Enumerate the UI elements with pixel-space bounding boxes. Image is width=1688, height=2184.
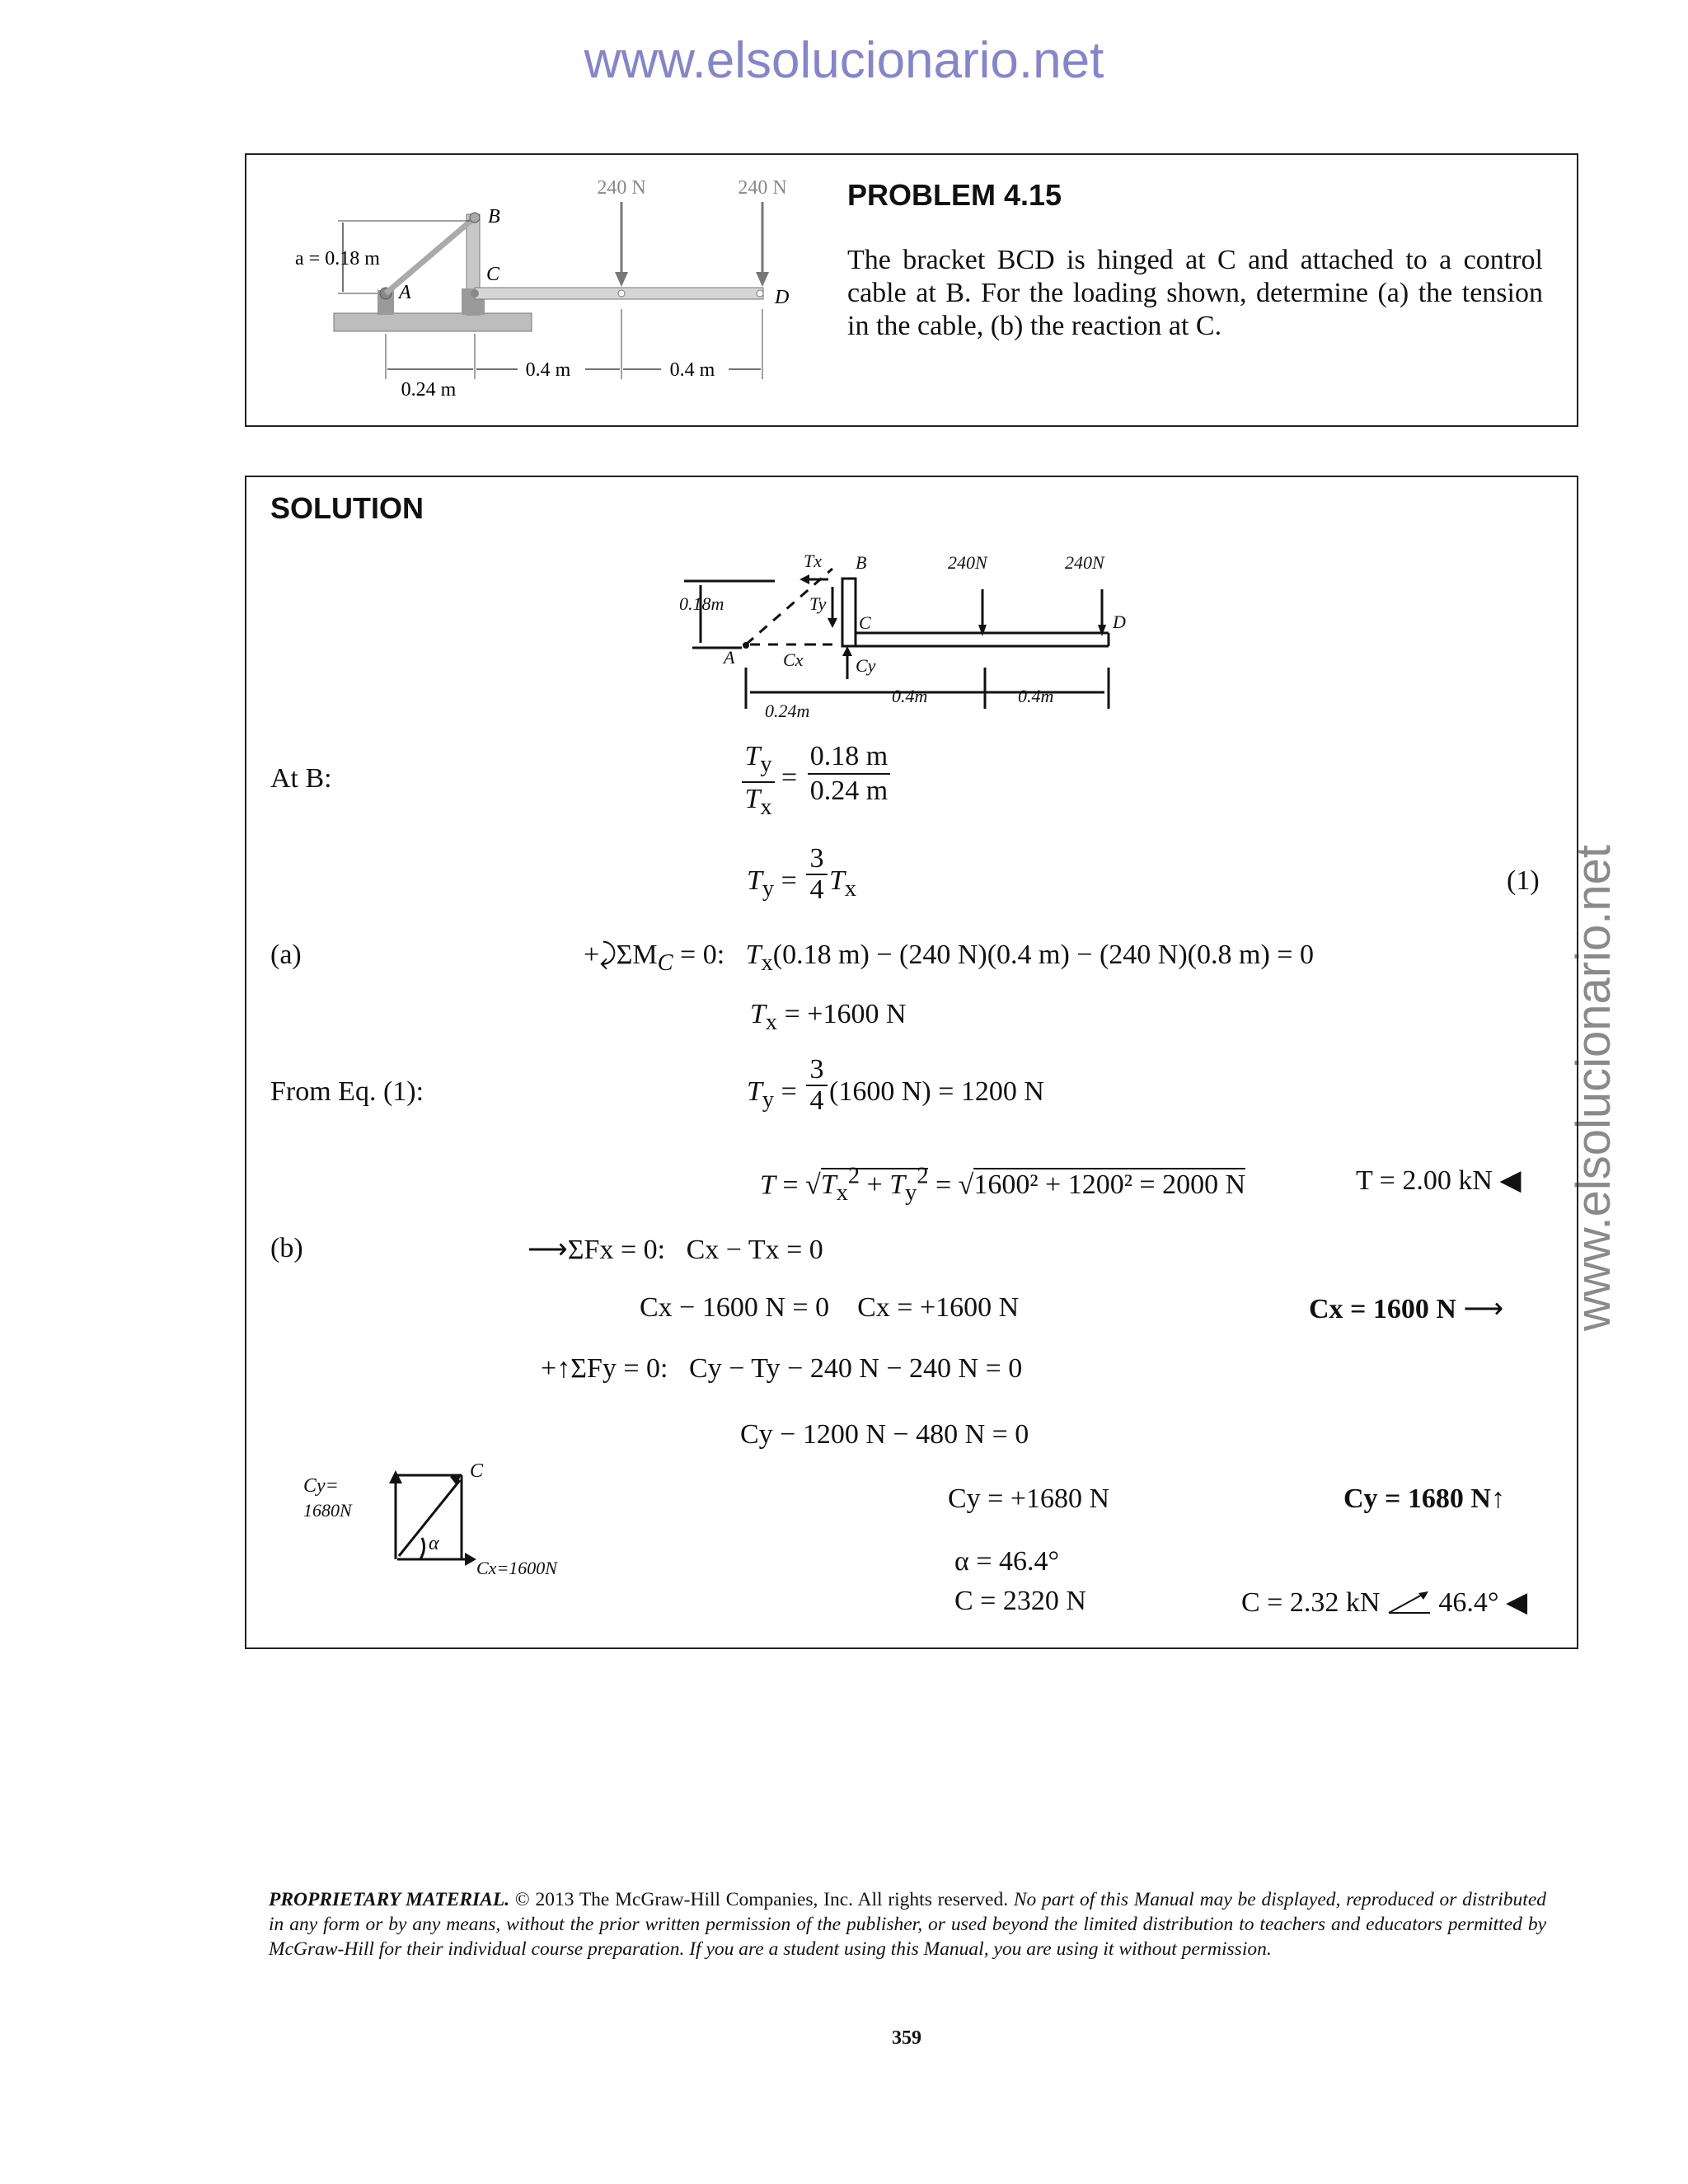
c-value: C = 2320 N — [954, 1586, 1086, 1616]
fig-label-b: B — [488, 206, 500, 227]
fbd-d3: 0.4m — [1018, 686, 1054, 706]
fig-label-d: D — [775, 287, 790, 308]
t-magnitude: $T = √T_x^2 + T_y^2 = √1600^2 + 1200^2 = 2000$ N — [760, 1164, 1246, 1207]
ty-rhs: $T_x$ — [829, 865, 857, 902]
tx-result: $T_x = +1600$ N — [750, 999, 907, 1035]
up-arrow-icon: ↑ — [556, 1353, 571, 1384]
fig-load2: 240 N — [738, 177, 787, 199]
watermark-side: www.elsolucionario.net — [1567, 845, 1620, 1331]
fig-load1: 240 N — [597, 177, 646, 199]
sketch-cx: Cx=1600N — [476, 1558, 557, 1578]
ratio-lhs: $T_y$ $T_x$ — [742, 740, 775, 824]
fbd-cx: Cx — [783, 649, 804, 670]
equation-number: (1) — [1507, 865, 1540, 896]
fig-dim1: 0.24 m — [401, 379, 457, 401]
sketch-cy: Cy= — [303, 1475, 339, 1497]
page-number: 359 — [892, 2027, 921, 2049]
right-arrow-icon: ⟶ — [528, 1235, 568, 1265]
ty-value-lhs: $T_y$ = — [747, 1076, 797, 1113]
fbd-d: D — [1113, 612, 1126, 632]
ccw-arrow-icon: ⤸ — [599, 940, 617, 970]
ratio-rhs: 0.18 m 0.24 m — [808, 740, 890, 808]
free-body-diagram — [668, 544, 1162, 729]
fbd-cy: Cy — [856, 655, 876, 676]
part-a-label: (a) — [270, 940, 302, 970]
fbd-load2: 240N — [1065, 552, 1104, 573]
fig-label-a: A — [399, 282, 411, 303]
sketch-c: C — [470, 1460, 484, 1482]
ty-lhs: $T_y$ = — [747, 865, 797, 902]
sketch-cy-value: 1680N — [303, 1500, 352, 1521]
fbd-d1: 0.24m — [765, 701, 810, 721]
solution-title: SOLUTION — [270, 491, 424, 525]
problem-figure — [272, 165, 832, 412]
cy-calc: Cy − 1200 N − 480 N = 0 — [740, 1419, 1029, 1450]
at-b-label: At B: — [270, 763, 332, 794]
fig-dim2: 0.4 m — [525, 359, 571, 381]
fbd-d2: 0.4m — [892, 686, 928, 706]
angle-arrow-icon — [1387, 1590, 1432, 1615]
moment-equation: $+⤸\Sigma M_C = 0$: $T_x(0.18$ m) − (240 N)(0.4 m) − (240 N)(0.8 m) = 0 — [584, 940, 1314, 976]
cx-calc: Cx − 1600 N = 0 Cx = +1600 N — [640, 1292, 1020, 1323]
watermark-top: www.elsolucionario.net — [584, 32, 1104, 89]
c-answer: C = 2.32 kN 46.4° ◀ — [1241, 1587, 1528, 1618]
ty-value-rhs: (1600 N) = 1200 N — [829, 1076, 1044, 1107]
ty-value-fraction: 3 4 — [806, 1055, 828, 1116]
fx-equation: ⟶ΣFx = 0: Cx − Tx = 0 — [528, 1235, 823, 1265]
ratio-equals: = — [781, 762, 798, 793]
sketch-alpha: α — [429, 1533, 439, 1554]
fbd-ty: Ty — [809, 593, 827, 614]
fy-equation: +↑ΣFy = 0: Cy − Ty − 240 N − 240 N = 0 — [541, 1353, 1023, 1384]
ty-fraction: 3 4 — [806, 844, 828, 905]
fbd-tx: Tx — [804, 551, 822, 571]
right-arrow-icon: ⟶ — [1463, 1294, 1504, 1324]
from-eq1-label: From Eq. (1): — [270, 1076, 424, 1107]
alpha-value: α = 46.4° — [954, 1546, 1060, 1577]
fig-label-c: C — [486, 264, 500, 285]
fbd-c: C — [859, 612, 871, 633]
fig-dim3: 0.4 m — [669, 359, 715, 381]
part-b-label: (b) — [270, 1233, 303, 1263]
fbd-load1: 240N — [948, 552, 987, 573]
footer-notice: PROPRIETARY MATERIAL. © 2013 The McGraw-Hill Companies, Inc. All rights reserved. No part of this Manual may be displayed, reproduced or distributed in any form or by any means, without the prior written permission of the publisher, or used beyond the limited distribution to teachers and educators permitted by McGraw-Hill for their individual course preparation. If you are a student using this Manual, you are using it without permission. — [269, 1889, 1547, 1960]
problem-title: PROBLEM 4.15 — [847, 178, 1062, 212]
cy-result: Cy = +1680 N — [948, 1483, 1110, 1514]
problem-text: The bracket BCD is hinged at C and attached to a control cable at B. For the loading shown, determine (a) the tension in the cable, (b) the reaction at C. — [847, 245, 1543, 341]
fig-a-dim: a = 0.18 m — [295, 248, 380, 269]
fbd-a: A — [724, 647, 735, 668]
fbd-h: 0.18m — [679, 593, 724, 614]
reaction-sketch — [297, 1459, 602, 1582]
cx-answer: Cx = 1600 N ⟶ — [1309, 1294, 1504, 1324]
up-arrow-icon: ↑ — [1490, 1483, 1505, 1514]
cy-answer: Cy = 1680 N↑ — [1343, 1483, 1505, 1514]
t-answer: T = 2.00 kN ◀ — [1356, 1165, 1522, 1196]
fbd-b: B — [856, 552, 867, 573]
